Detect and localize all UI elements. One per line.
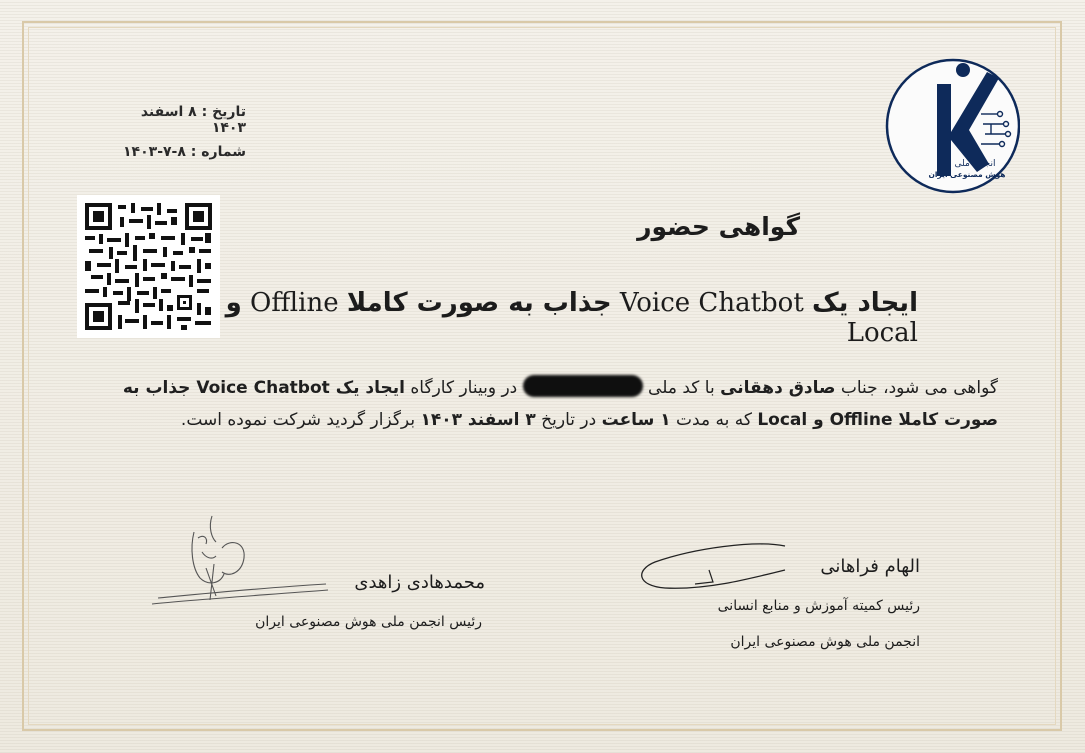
certificate-date: تاریخ : ۸ اسفند ۱۴۰۳ <box>140 104 246 136</box>
qr-code <box>77 195 220 338</box>
course-title-part1: ایجاد یک <box>812 288 918 318</box>
logo-line2: هوش مصنوعی ایران <box>928 170 1006 179</box>
event-date: ۳ اسفند ۱۴۰۳ <box>420 410 536 430</box>
course-title-part3: جذاب به صورت کاملا <box>346 288 612 318</box>
body-text-5: در تاریخ <box>535 410 602 430</box>
course-title-part6: Local <box>846 318 918 348</box>
certificate-title: گواهی حضور <box>637 212 800 241</box>
right-signer-organization: انجمن ملی هوش مصنوعی ایران <box>730 634 920 650</box>
course-title <box>200 288 918 348</box>
certificate-body <box>90 372 998 436</box>
left-signature <box>150 508 330 608</box>
left-signer-name: محمدهادی زاهدی <box>354 572 485 593</box>
redacted-national-id <box>523 375 643 397</box>
body-text-1: گواهی می شود، جناب <box>835 378 998 398</box>
right-signer-role: رئیس کمیته آموزش و منابع انسانی <box>717 598 920 614</box>
course-title-part2: Voice Chatbot <box>619 288 804 318</box>
duration: ۱ ساعت <box>601 410 671 430</box>
body-text-6: برگزار گردید شرکت نموده است. <box>180 410 421 430</box>
association-logo <box>885 44 1020 199</box>
recipient-name: صادق دهقانی <box>720 378 836 398</box>
body-text-3: در وبینار کارگاه <box>404 378 523 398</box>
body-text-2: با کد ملی <box>642 378 721 398</box>
body-text-4: که به مدت <box>670 410 758 430</box>
right-signer-name: الهام فراهانی <box>820 556 920 577</box>
right-signature <box>635 540 795 600</box>
certificate-number: شماره : ۸-۷-۱۴۰۳ <box>123 144 246 160</box>
course-title-part5: و <box>225 288 242 318</box>
logo-line1: انجمن ملی <box>954 159 996 169</box>
workshop-name: ایجاد یک Voice Chatbot جذاب به صورت کاملا Offline و Local <box>122 378 998 430</box>
qr-code-icon <box>85 203 212 330</box>
course-title-part4: Offline <box>250 288 339 318</box>
left-signer-role: رئیس انجمن ملی هوش مصنوعی ایران <box>255 614 482 630</box>
